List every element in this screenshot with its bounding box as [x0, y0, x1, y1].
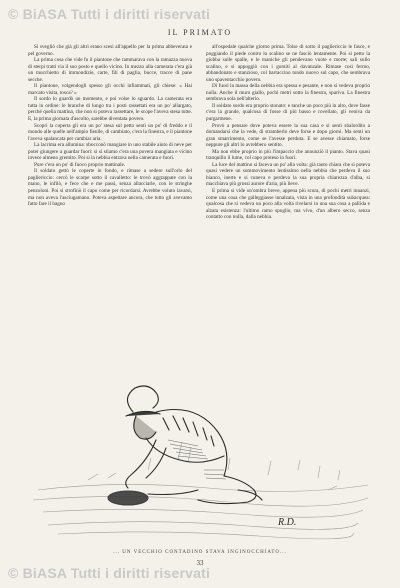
paragraph: Il sordo lo guardò un momento, e poi volse lo sguardo. La camerata era tutta in ordine: le branche di lungo tra i posti rassettati era un po' allargato, perché quella mattina, che non si poteva rassettare, le scope l'aveva stesa tutte. E, la prima giornata d'ascolto, sarebbe diventata povero. — [28, 96, 192, 123]
paragraph: Provò a pensare dove poteva essere la sua casa e si sentì sbalordito a domandarsi che la vede, di stramberlo deve forse e dopo giorni. Ma senti un gran smarrimento, come se l'avesse perduta. E se avesse chiamato, forse neppure gli altri lo avrebbero sentito. — [206, 122, 370, 149]
illustration-kneeling-farmer — [28, 320, 372, 545]
paragraph: Pure c'era un po' di fuoco proprio mattinale. — [34, 161, 126, 168]
paragraph: Il soldato sordo era proprio stonato: e tanche un poco più in alto, dove fasse c'era la grande, qualcosa di fosse di più basso e rovellato, gli veniva da purgarmene. — [206, 102, 370, 123]
paragraph: Di fuori la massa della nebbia era spessa e pesante, e non si vedeva proprio nulla. Anche il muro giallo, pochi metri sotto la finestra, spariva. La finestra sembrava sola nell'alterio. — [206, 83, 370, 103]
paragraph: Il soldato gettò le coperte in fondo, e rimase a sedere sull'orlo del pagliericcio: cercò le scarpe sotto il cavalletto: le trovò aggrappate con la mano, le infilò, e fece che e me passi, senza allacciarle, con le stringhe penzoloni. Poi si strofinò il capo come per ricordarsi. Avrebbe voluto lavarsi, ma non aveva l'asciugamano. Poteva aspettare ancora, che tutto gli avevamo fatto fare il bagno — [28, 168, 192, 208]
illustration-caption: ... UN VECCHIO CONTADINO STAVA INGINOCCHIATO... — [113, 550, 287, 555]
paragraph: Il piantone, volgendogli spesso gli occhi infiammati, gli chiese: « Hai marcato visita, tosca? » — [28, 83, 192, 96]
paragraph: all'ospedale qualche giorno prima. Tolse di sotto il pagliericcio le fasce, e poggiando il piede contro lo scalino se ne fasciò lentamente. Poi si petto la giubba sulle spalle, e le maniche gli pendevano vuote e morte; sali sullo scalino, e si appoggiò con i gomiti al davanzale. Rimase così fermo, abbandonato e stanzioso, col barraccino tondo nuovo sul capo, che sembrava uno spaventacchio povero. — [206, 44, 370, 83]
column-right — [206, 44, 370, 269]
paragraph: La luce del mattino si faceva un po' alla volta: già tanto chiara che si poteva quasi vedere un sommovimento lentissimo nella nebbia che perdeva il suo bianco, inerte e si cuneva e perdeva la sua propria chiarezza d'alba, si macchiava più grossi aurore d'aria, più lieve. — [206, 161, 370, 188]
paragraph: Scoprì la coperta gli era un po' stesa sul petto sentì un po' di freddo e il mondo alle quelle nell'ampio fienile, di cambiato, c'era la finestra, e il piantone l'aveva spalancata per cambiar aria. — [28, 122, 192, 142]
paragraph: La prima cosa che vide fu il piantone che rammarava con la ramazza nuova di sterpi tratti via il suo posto e quello vicino. In mezzo alla camerata c'era già un mucchietto di immondizie, carte, fili di paglia, bucce, tracce di pane secche. — [28, 57, 192, 83]
illustration-signature: R.D. — [278, 517, 297, 528]
paragraph: Ma non ebbe proprio in più l'impaccio che annunziò il pianto. Stava quasi tranquillo il lume, col capo proteso in fuori. — [206, 148, 370, 162]
column-left — [28, 44, 192, 269]
paragraph: Si svegliò che già gli altri erano scesi all'appello per la prima abbeverata e pel governo. — [28, 44, 192, 57]
page-header: IL PRIMATO — [167, 28, 233, 37]
watermark-bottom: © BiASA Tutti i diritti riservati — [8, 565, 211, 581]
page-number: 33 — [196, 559, 204, 567]
paragraph: E prima si vide un'ombra breve, appena più scura, di pochi metri innanzi, come una cosa che galleggiasse innalzata, vista in una profondità subacquea: qualcosa che si vedeva un poco alla volta rivelarsi in una sua cosa a pallida e alzata esistenza: l'ultimo ramo spoglio, ma vivo, d'un albero secco, senza contatto con nulla, dalla nebbia. — [206, 188, 370, 221]
watermark-top: © BiASA Tutti i diritti riservati — [8, 6, 211, 22]
paragraph: La lacrima era allumina: sbocconò mangiare in uno stabile aiuto di neve per poter giungere a guardar fuori: si sì stiamo c'era una povera mangiata e vicino invece almeno gremito. Poi si la nebbia entrava nella camerata e fuori. — [28, 142, 192, 162]
